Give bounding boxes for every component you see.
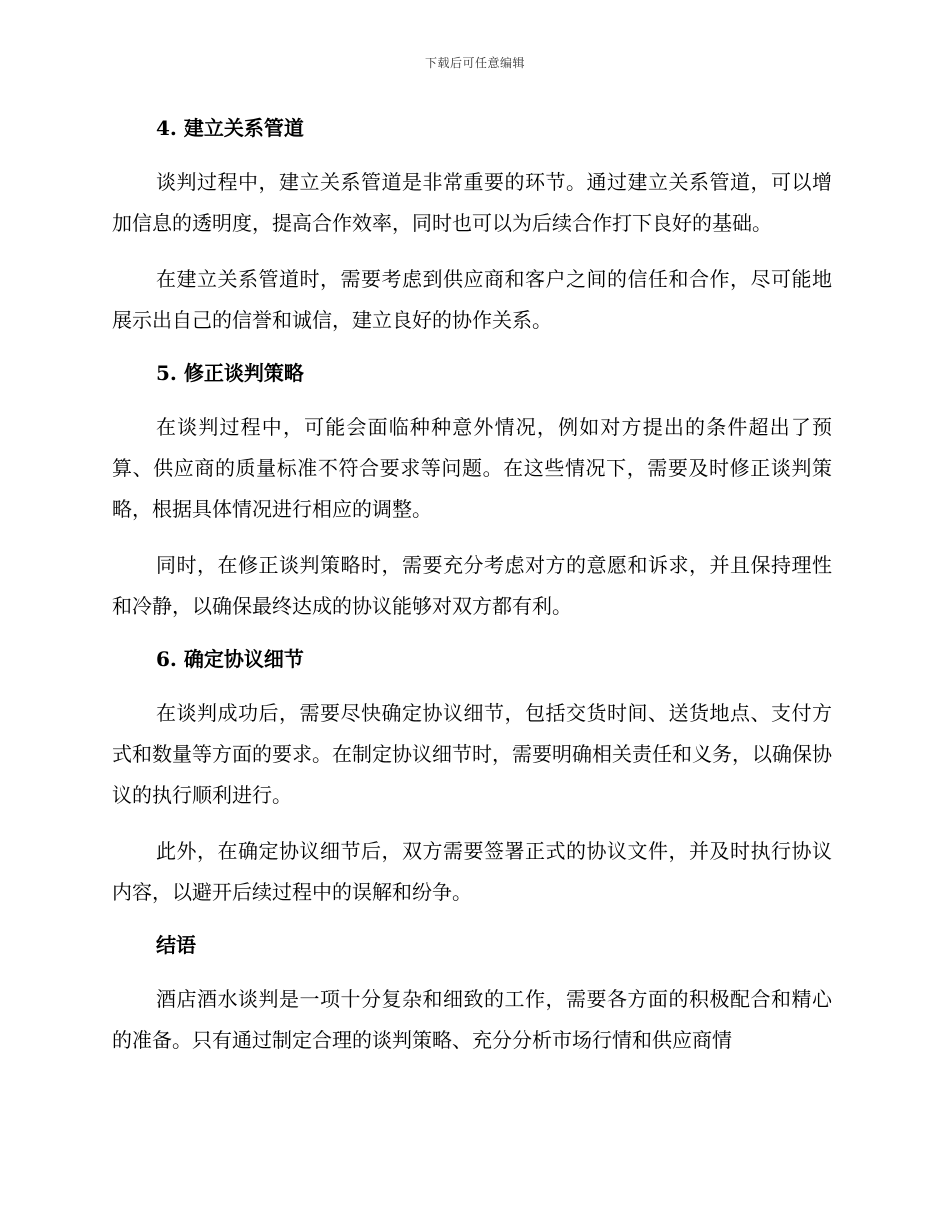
paragraph: 此外，在确定协议细节后，双方需要签署正式的协议文件，并及时执行协议内容，以避开后续过程中的误解和纷争。 [112, 839, 832, 904]
paragraph: 在谈判过程中，可能会面临种种意外情况，例如对方提出的条件超出了预算、供应商的质量标准不符合要求等问题。在这些情况下，需要及时修正谈判策略，根据具体情况进行相应的调整。 [112, 415, 832, 521]
section-5 [112, 353, 832, 627]
paragraph: 同时，在修正谈判策略时，需要充分考虑对方的意愿和诉求，并且保持理性和冷静，以确保最终达成的协议能够对双方都有利。 [112, 553, 832, 618]
section-4 [112, 108, 832, 341]
paragraph: 在建立关系管道时，需要考虑到供应商和客户之间的信任和合作，尽可能地展示出自己的信誉和诚信，建立良好的协作关系。 [112, 267, 832, 332]
section-heading: 结语 [156, 933, 196, 957]
paragraph: 谈判过程中，建立关系管道是非常重要的环节。通过建立关系管道，可以增加信息的透明度，提高合作效率，同时也可以为后续合作打下良好的基础。 [112, 170, 832, 235]
page-header: 下载后可任意编辑 [424, 56, 525, 70]
section-conclusion [112, 925, 832, 1061]
section-heading: 5. 修正谈判策略 [156, 361, 304, 385]
section-heading: 6. 确定协议细节 [156, 647, 304, 671]
document-body [112, 108, 832, 1061]
paragraph: 酒店酒水谈判是一项十分复杂和细致的工作，需要各方面的积极配合和精心的准备。只有通过制定合理的谈判策略、充分分析市场行情和供应商情 [112, 987, 832, 1052]
section-6 [112, 639, 832, 913]
paragraph: 在谈判成功后，需要尽快确定协议细节，包括交货时间、送货地点、支付方式和数量等方面的要求。在制定协议细节时，需要明确相关责任和义务，以确保协议的执行顺利进行。 [112, 701, 832, 807]
section-heading: 4. 建立关系管道 [156, 116, 304, 140]
